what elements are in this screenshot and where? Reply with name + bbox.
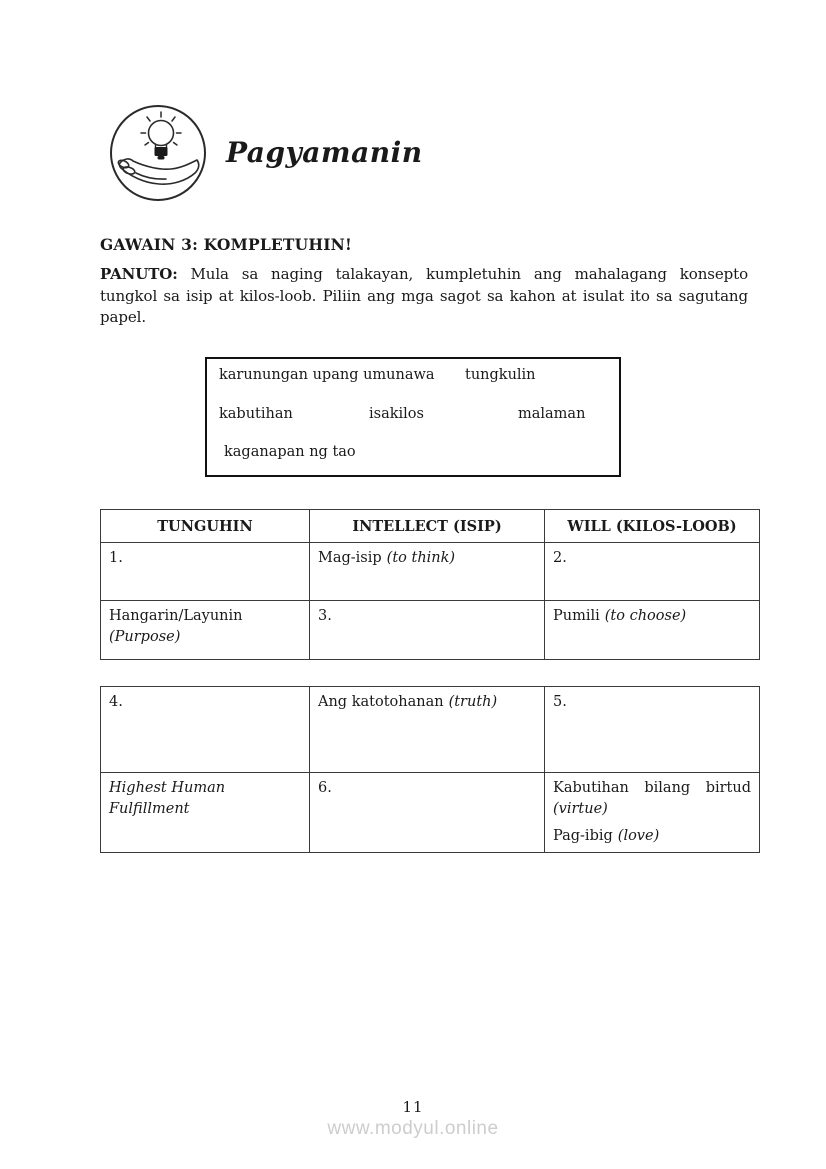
table-header-row <box>101 510 760 543</box>
cell-text: Pumili <box>553 608 600 624</box>
concept-table-2 <box>100 686 760 853</box>
cell-text: Pag-ibig <box>553 828 613 844</box>
concept-table-1 <box>100 509 760 660</box>
page-number: 11 <box>402 1098 424 1116</box>
cell-translation: (Purpose) <box>109 629 181 645</box>
lightbulb-icon <box>141 112 181 160</box>
table-row <box>101 773 760 853</box>
table-cell <box>545 773 760 853</box>
word-bank-item: tungkulin <box>465 367 536 383</box>
instructions-line-1 <box>100 264 748 286</box>
instructions-label: PANUTO: <box>100 265 178 283</box>
instructions-line-2: tungkol sa isip at kilos-loob. Piliin ang mga sagot sa kahon at isulat ito sa sagutang <box>100 286 748 305</box>
word-bank-item: karunungan upang umunawa <box>219 367 435 383</box>
open-hand-icon <box>117 159 199 184</box>
instructions-line-3: papel. <box>100 308 146 326</box>
section-title: Pagyamanin <box>226 136 423 169</box>
word-bank-item: kaganapan ng tao <box>224 444 356 460</box>
answer-blank-cell: 6. <box>310 773 545 853</box>
cell-text: Hangarin/Layunin <box>109 608 243 624</box>
table-cell <box>545 601 760 660</box>
answer-blank-cell: 5. <box>545 687 760 773</box>
column-header-will: WILL (KILOS-LOOB) <box>545 510 760 543</box>
answer-blank-cell: 3. <box>310 601 545 660</box>
answer-blank-cell: 1. <box>101 543 310 601</box>
answer-blank-cell: 2. <box>545 543 760 601</box>
table-row <box>101 601 760 660</box>
word-bank-item: isakilos <box>369 406 424 422</box>
pagyamanin-logo <box>108 103 208 203</box>
column-header-intellect: INTELLECT (ISIP) <box>310 510 545 543</box>
cell-translation: (to think) <box>386 550 456 566</box>
word-bank-item: malaman <box>518 406 586 422</box>
word-bank-item: kabutihan <box>219 406 293 422</box>
column-header-tunguhin: TUNGUHIN <box>101 510 310 543</box>
activity-heading: GAWAIN 3: KOMPLETUHIN! <box>100 235 353 254</box>
cell-text: Mag-isip <box>318 550 382 566</box>
cell-text: Highest Human Fulfillment <box>109 780 226 817</box>
cell-translation: (virtue) <box>553 801 608 817</box>
table-cell <box>101 773 310 853</box>
watermark-url: www.modyul.online <box>327 1118 499 1139</box>
instructions-paragraph <box>100 264 748 329</box>
cell-text: Ang katotohanan <box>318 694 444 710</box>
cell-translation: (love) <box>617 828 660 844</box>
lightbulb-hand-icon <box>108 103 208 203</box>
table-cell <box>101 601 310 660</box>
cell-translation: (truth) <box>448 694 498 710</box>
table-cell <box>310 543 545 601</box>
answer-blank-cell: 4. <box>101 687 310 773</box>
table-cell <box>310 687 545 773</box>
instructions-line-1-text: Mula sa naging talakayan, kumpletuhin ang mahalagang konsepto <box>177 265 748 283</box>
cell-translation: (to choose) <box>604 608 687 624</box>
table-row <box>101 543 760 601</box>
table-row <box>101 687 760 773</box>
cell-text-2 <box>553 826 751 847</box>
word-bank-box <box>205 357 621 477</box>
cell-text: Kabutihan bilang birtud <box>553 780 751 796</box>
